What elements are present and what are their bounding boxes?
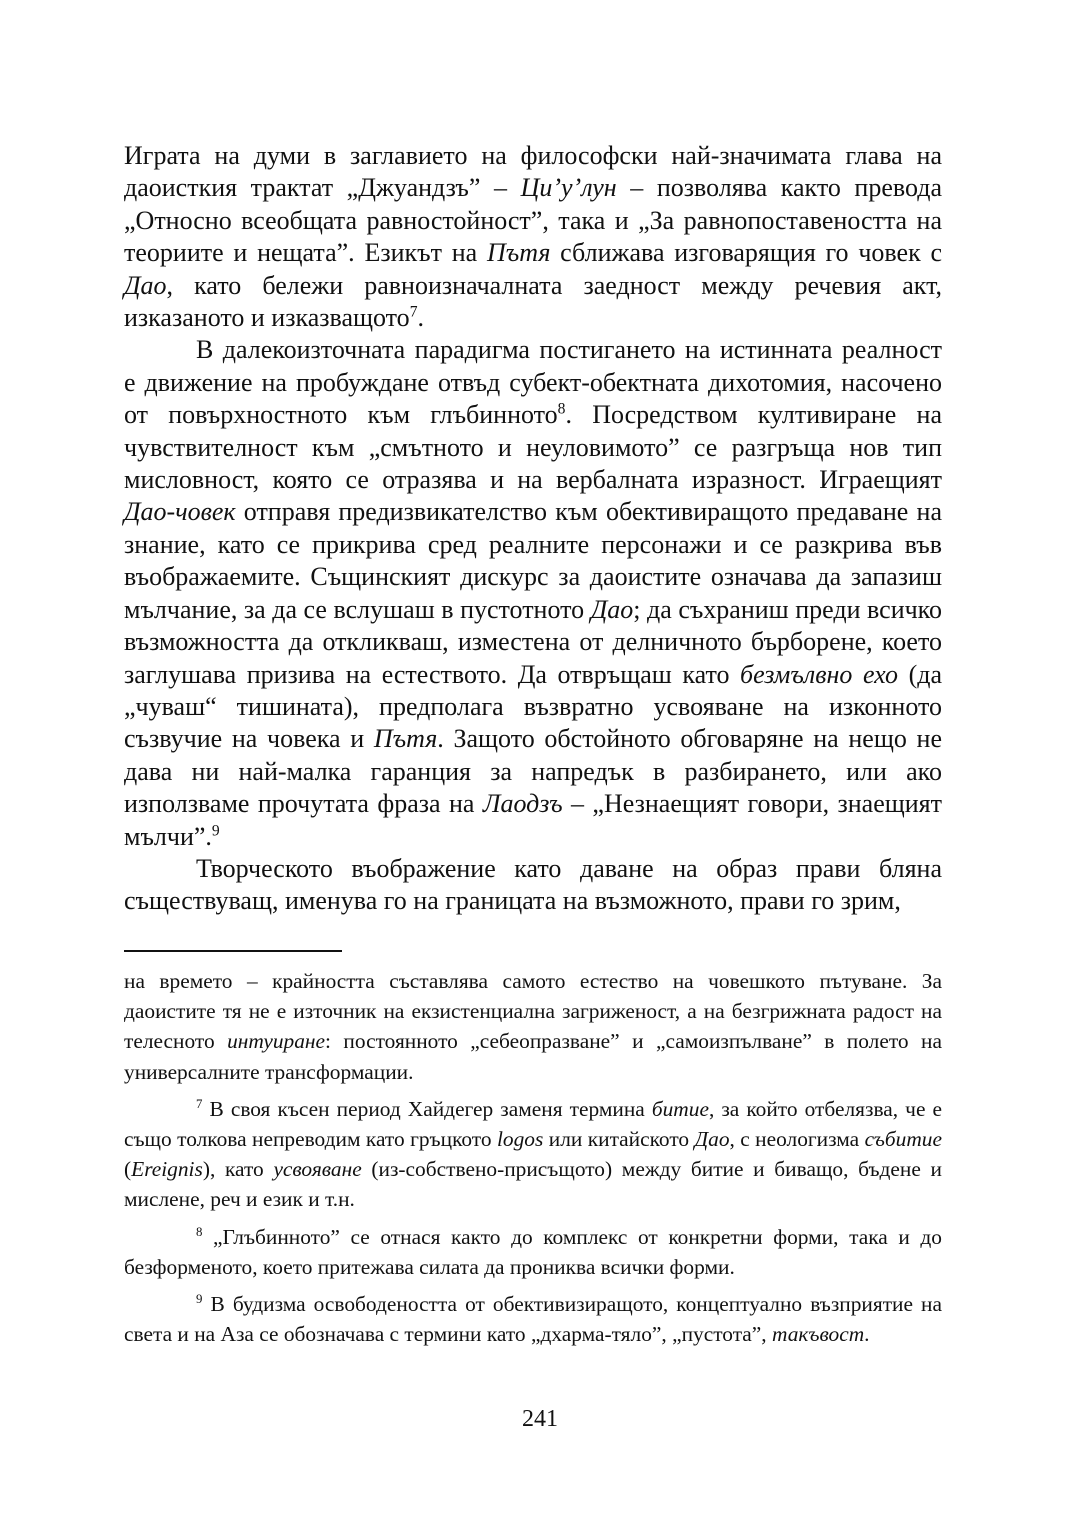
page-body	[124, 140, 942, 918]
italic-term: такъвост	[771, 1322, 865, 1347]
footnote-ref-8[interactable]: 8	[557, 400, 566, 418]
footnote-continuation	[124, 966, 942, 1087]
italic-term: logos	[496, 1127, 544, 1152]
text-run: , за който отбелязва, че е също толкова непреводим като гръцкото	[124, 1096, 942, 1152]
italic-term: събитие	[864, 1127, 942, 1152]
footnote-8	[124, 1222, 942, 1282]
footnote-number: 8	[196, 1224, 203, 1239]
text-run: Творческото въображение като даване на образ прави бляна съществуващ, именува го на границата на възможното, прави го зрим,	[124, 853, 942, 916]
text-run: или китайското	[543, 1127, 695, 1152]
footnote-separator	[124, 950, 342, 952]
text-run: „Глъбинното” се отнася както до комплекс от конкретни форми, така и до безформеното, което притежава силата да прониква всички форми.	[124, 1224, 942, 1279]
paragraph-1	[124, 140, 942, 334]
main-text	[124, 140, 942, 918]
text-run: – позволява както превода „Относно всеобщата равностойност”, така и „За равнопоставеността на теориите и нещата”. Езикът на	[124, 173, 942, 268]
text-run: (из-собствено-присъщото) между битие и биващо, бъдене и мислене, реч и език и т.н.	[124, 1157, 942, 1212]
paragraph-2	[124, 334, 942, 853]
text-run: В будизма освободеността от обективизиращото, концептуално възприятие на света и на Аза се обозначава с термини като „дхарма-тяло”, „пустота”,	[124, 1292, 942, 1347]
text-run: , като бележи равноизначалната заедност между речевия акт, изказаното и изказващото	[124, 270, 942, 333]
footnote-9	[124, 1289, 942, 1349]
italic-term: Лаодзъ	[482, 789, 563, 819]
footnote-ref-7[interactable]: 7	[409, 303, 418, 321]
footnote-ref-9[interactable]: 9	[211, 821, 220, 839]
text-run: ), като	[202, 1157, 274, 1182]
italic-term: Пътя	[486, 238, 551, 268]
text-run: ; да съхраниш преди всичко възможността да откликваш, изместена от делничното бърборене, което заглушава призива на естеството. Да отвръщаш като	[124, 594, 942, 689]
italic-term: усвояване	[273, 1157, 362, 1182]
text-run: (да „чуваш“ тишината), предполага възвратно усвояване на изконното съзвучие на човека и	[124, 659, 943, 754]
paragraph-3	[124, 853, 942, 918]
text-run: (	[124, 1157, 132, 1182]
text-run: сближава изговарящия го човек с	[550, 238, 943, 268]
text-run: отправя предизвикателство към обективиращото предаване на знание, като се прикрива сред реалните персонажи и се разкрива във въображаемите. Същинският дискурс за даоистите означава да запазиш мълчание, за да се вслушаш в пустотното	[124, 497, 942, 624]
page-number: 241	[522, 1406, 558, 1432]
italic-term: Дао	[694, 1127, 730, 1152]
text-run: В своя късен период Хайдегер заменя термина	[202, 1096, 652, 1121]
text-run: . Посредством култивиране на чувствителност към „смътното и неуловимото” се разгръща нов тип мисловност, която се отразява и на вербалната изразност. Играещият	[124, 400, 942, 495]
text-run: , с неологизма	[729, 1127, 865, 1152]
footnote-number: 7	[196, 1096, 203, 1111]
text-run: – „Незнаещият говори, знаещият мълчи”.	[124, 789, 943, 851]
italic-term: безмълвно ехо	[740, 659, 899, 689]
text-run: В далекоизточната парадигма постигането на истинната реалност е движение на пробуждане отвъд субект-обектната дихотомия, насочено от повърхностното към глъбинното	[124, 335, 942, 430]
italic-term: битие	[651, 1096, 709, 1121]
text-run: Играта на думи в заглавието на философски най-значимата глава на даоисткия трактат „Джуандзъ” –	[124, 141, 942, 203]
text-run: .	[864, 1322, 870, 1347]
text-run: на времето – крайността съставлява самото естество на човешкото пътуване. За даоистите тя не е източник на екзистенциална загриженост, а на безгрижната радост на телесното	[124, 969, 942, 1054]
italic-term: Ци’у’лун	[520, 173, 617, 203]
text-run: .	[417, 303, 424, 333]
footnotes	[124, 966, 942, 1356]
footnote-7	[124, 1094, 942, 1215]
footnote-number: 9	[196, 1291, 203, 1306]
italic-term: интуиране	[227, 1029, 326, 1054]
text-run: : постоянното „себеопразване” и „самоизпълване” в полето на универсалните трансформации.	[124, 1029, 942, 1084]
text-run: . Защото обстойното обговаряне на нещо не дава ни най-малка гаранция за напредък в разбирането, или ако използваме прочутата фраза на	[124, 724, 942, 819]
italic-term: Дао-човек	[124, 497, 236, 527]
italic-term: Дао	[590, 594, 634, 624]
italic-term: Пътя	[373, 724, 438, 754]
italic-term: Дао	[124, 270, 167, 300]
italic-term: Ereignis	[131, 1157, 203, 1182]
